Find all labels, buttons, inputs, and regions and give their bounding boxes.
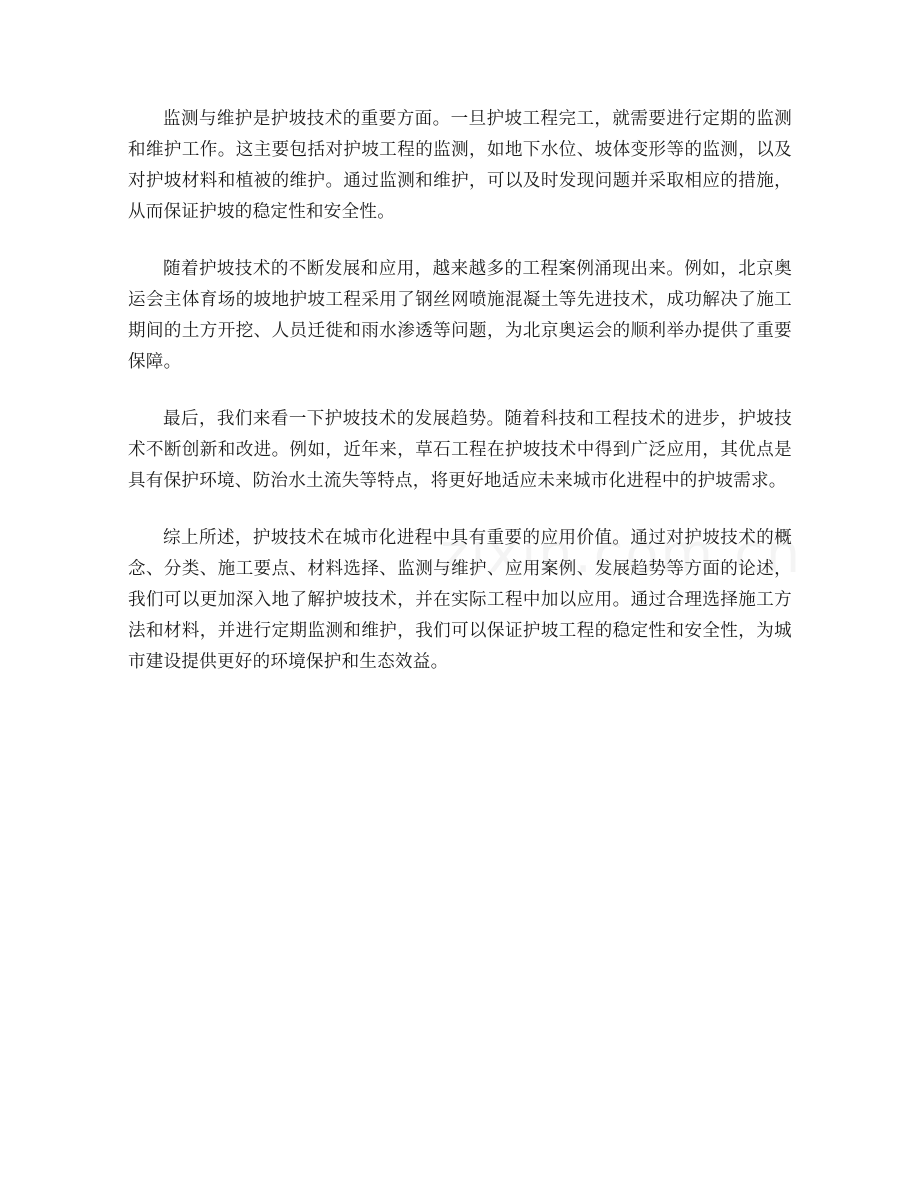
paragraph-conclusion: 综上所述，护坡技术在城市化进程中具有重要的应用价值。通过对护坡技术的概念、分类、施工要点、材料选择、监测与维护、应用案例、发展趋势等方面的论述，我们可以更加深入地了解护坡技术，并在实际工程中加以应用。通过合理选择施工方法和材料，并进行定期监测和维护，我们可以保证护坡工程的稳定性和安全性，为城市建设提供更好的环境保护和生态效益。 xyxy=(128,528,792,672)
paragraph-application-cases: 随着护坡技术的不断发展和应用，越来越多的工程案例涌现出来。例如，北京奥运会主体育场的坡地护坡工程采用了钢丝网喷施混凝土等先进技术，成功解决了施工期间的土方开挖、人员迁徙和雨水渗透等问题，为北京奥运会的顺利举办提供了重要保障。 xyxy=(128,259,792,372)
document-body xyxy=(128,104,792,704)
paragraph-development-trends: 最后，我们来看一下护坡技术的发展趋势。随着科技和工程技术的进步，护坡技术不断创新和改进。例如，近年来，草石工程在护坡技术中得到广泛应用，其优点是具有保护环境、防治水土流失等特点，将更好地适应未来城市化进程中的护坡需求。 xyxy=(128,409,792,491)
paragraph-monitoring-maintenance: 监测与维护是护坡技术的重要方面。一旦护坡工程完工，就需要进行定期的监测和维护工作。这主要包括对护坡工程的监测，如地下水位、坡体变形等的监测，以及对护坡材料和植被的维护。通过监测和维护，可以及时发现问题并采取相应的措施，从而保证护坡的稳定性和安全性。 xyxy=(128,109,792,222)
